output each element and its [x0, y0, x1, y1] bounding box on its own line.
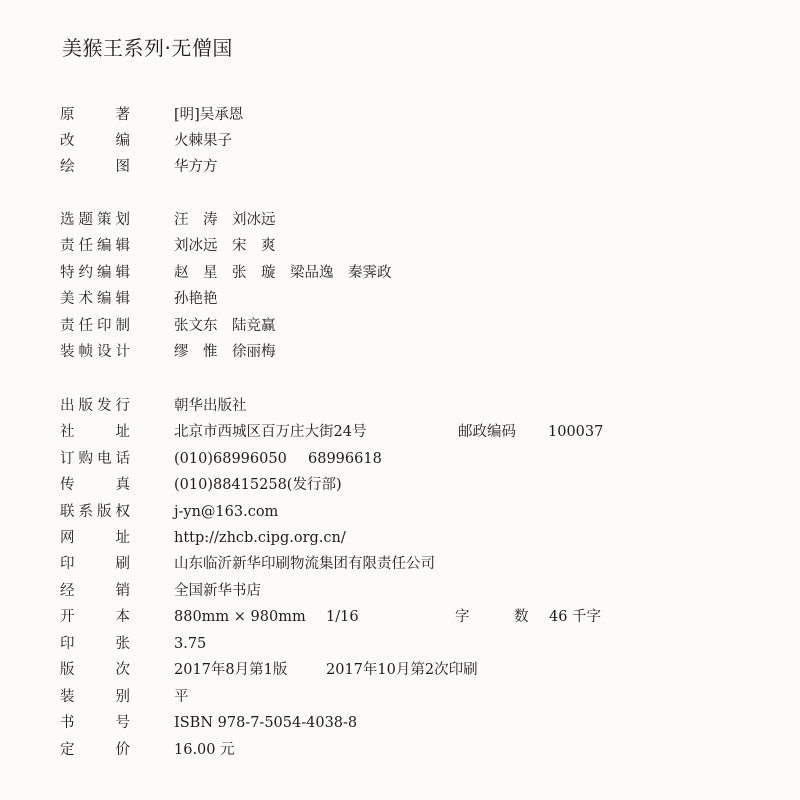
row-value: 缪 惟 徐丽梅 [174, 344, 276, 360]
row-value-2: 68996618 [308, 451, 382, 467]
row-value-2: 2017年10月第2次印刷 [326, 662, 478, 678]
row-label: 传 真 [60, 477, 130, 493]
word-count-label-2: 数 [514, 609, 529, 625]
row-label: 印 刷 [60, 556, 130, 572]
row-value: 赵 星 张 璇 梁品逸 秦霁政 [174, 265, 392, 281]
row-label: 装 帧 设 计 [60, 344, 130, 360]
row-label: 开 本 [60, 609, 130, 625]
row-value: [明]吴承恩 [174, 107, 244, 123]
row-value: 3.75 [174, 636, 207, 652]
row-value: 平 [174, 689, 189, 705]
row-value: (010)88415258(发行部) [174, 477, 342, 493]
row-label: 印 张 [60, 636, 130, 652]
row-label: 特 约 编 辑 [60, 265, 130, 281]
row-value: 朝华出版社 [174, 398, 247, 414]
row-value: 880mm × 980mm [174, 609, 306, 625]
row-label: 原 著 [60, 107, 130, 123]
row-label: 书 号 [60, 715, 130, 731]
row-value: 刘冰远 宋 爽 [174, 238, 276, 254]
word-count-label-1: 字 [455, 609, 470, 625]
row-label: 版 次 [60, 662, 130, 678]
row-value: 孙艳艳 [174, 291, 218, 307]
row-value: ISBN 978-7-5054-4038-8 [174, 715, 358, 731]
postal-code-label: 邮政编码 [458, 424, 516, 440]
row-label: 美 术 编 辑 [60, 291, 130, 307]
row-value: 16.00 元 [174, 742, 235, 758]
format-fraction: 1/16 [326, 609, 359, 625]
row-label: 定 价 [60, 742, 130, 758]
row-label: 改 编 [60, 133, 130, 149]
row-label: 社 址 [60, 424, 130, 440]
word-count-value: 46 千字 [549, 609, 602, 625]
row-label: 责 任 印 制 [60, 318, 130, 334]
row-label: 订 购 电 话 [60, 451, 130, 467]
row-label: 装 别 [60, 689, 130, 705]
row-value: 汪 涛 刘冰远 [174, 212, 276, 228]
row-label: 联 系 版 权 [60, 504, 130, 520]
row-value: 全国新华书店 [174, 583, 261, 599]
row-label: 选 题 策 划 [60, 212, 130, 228]
row-value: 2017年8月第1版 [174, 662, 288, 678]
row-label: 网 址 [60, 530, 130, 546]
row-value: (010)68996050 [174, 451, 287, 467]
row-value: 火棘果子 [174, 133, 232, 149]
row-label: 经 销 [60, 583, 130, 599]
row-value: http://zhcb.cipg.org.cn/ [174, 530, 346, 546]
row-value: 北京市西城区百万庄大街24号 [174, 424, 367, 440]
row-label: 责 任 编 辑 [60, 238, 130, 254]
postal-code-value: 100037 [548, 424, 604, 440]
row-value: j-yn@163.com [174, 504, 279, 520]
book-title: 美猴王系列·无僧国 [62, 36, 233, 60]
row-label: 绘 图 [60, 159, 130, 175]
row-value: 张文东 陆竞赢 [174, 318, 276, 334]
row-value: 华方方 [174, 159, 218, 175]
row-label: 出 版 发 行 [60, 398, 130, 414]
row-value: 山东临沂新华印刷物流集团有限责任公司 [174, 556, 435, 572]
